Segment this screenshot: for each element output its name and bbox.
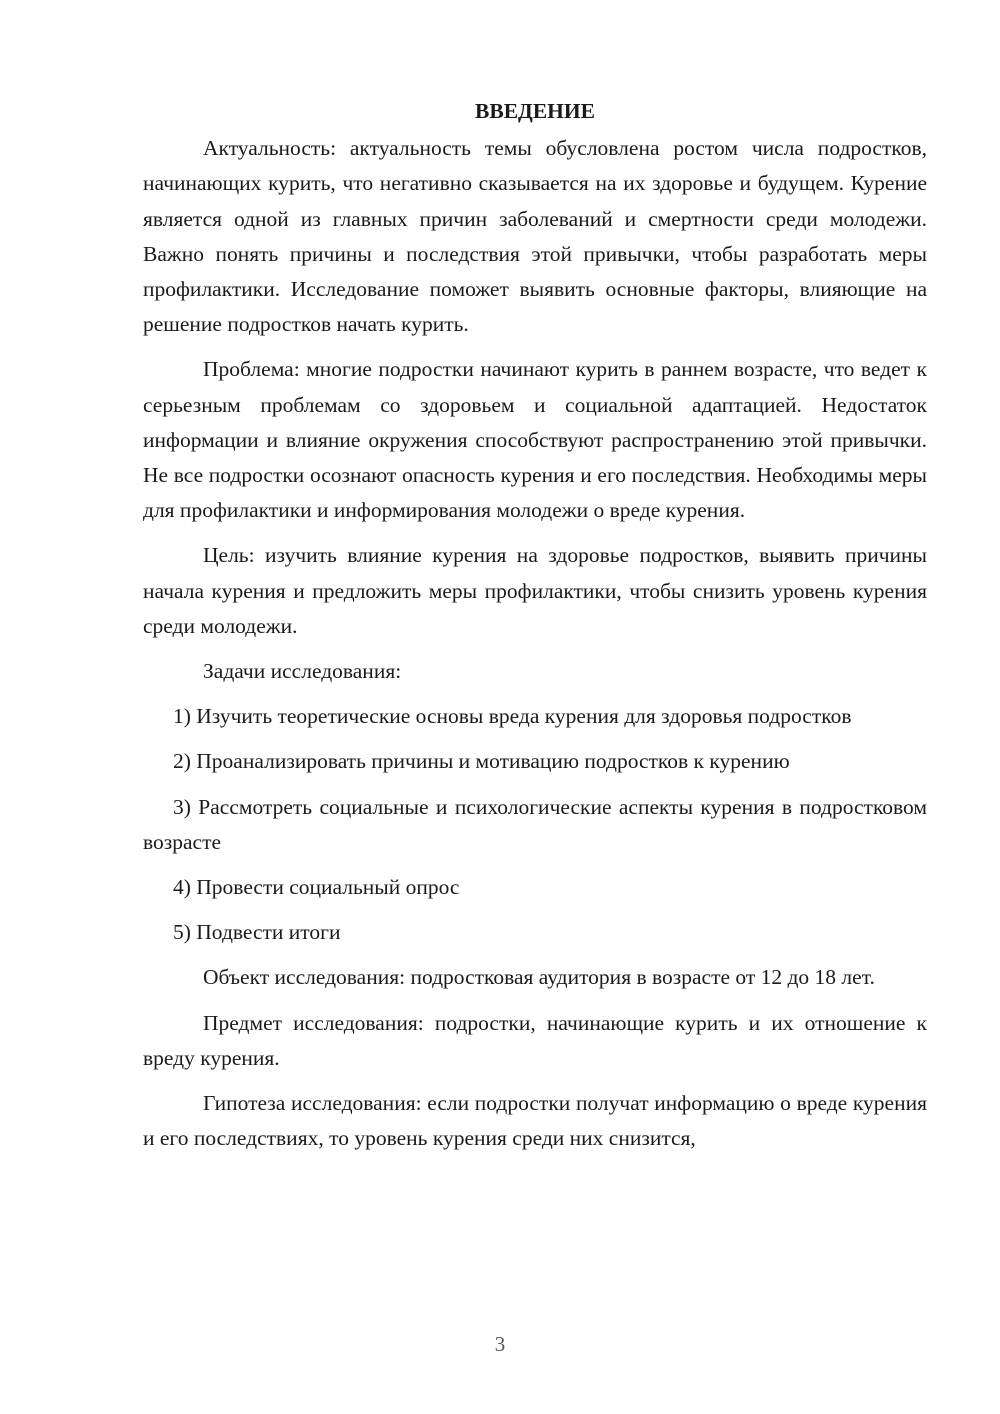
task-item: 2) Проанализировать причины и мотивацию подростков к курению — [173, 749, 790, 774]
goal-paragraph: Цель: изучить влияние курения на здоровье подростков, выявить причины начала курения и предложить меры профилактики, чтобы снизить уровень курения среди молодежи. — [143, 543, 927, 638]
task-item: 3) Рассмотреть социальные и психологические аспекты курения в подростковом возрасте — [143, 794, 927, 854]
page-number: 3 — [494, 1332, 506, 1356]
tasks-heading: Задачи исследования: — [203, 659, 402, 684]
task-item: 5) Подвести итоги — [173, 920, 341, 945]
task-item: 4) Провести социальный опрос — [173, 875, 460, 900]
task-item: 1) Изучить теоретические основы вреда курения для здоровья подростков — [173, 704, 852, 729]
document-page — [143, 94, 927, 1166]
subject-paragraph: Предмет исследования: подростки, начинающие курить и их отношение к вреду курения. — [143, 1010, 927, 1070]
object-paragraph: Объект исследования: подростковая аудитория в возрасте от 12 до 18 лет. — [203, 965, 875, 990]
section-title: ВВЕДЕНИЕ — [475, 99, 595, 123]
problem-paragraph: Проблема: многие подростки начинают курить в раннем возрасте, что ведет к серьезным проблемам со здоровьем и социальной адаптацией. Недостаток информации и влияние окружения способствуют распространению этой привычки. Не все подростки осознают опасность курения и его последствия. Необходимы меры для профилактики и информирования молодежи о вреде курения. — [143, 357, 927, 523]
hypothesis-paragraph: Гипотеза исследования: если подростки получат информацию о вреде курения и его последствиях, то уровень курения среди них снизится, — [143, 1091, 927, 1151]
relevance-paragraph: Актуальность: актуальность темы обусловлена ростом числа подростков, начинающих курить, что негативно сказывается на их здоровье и будущем. Курение является одной из главных причин заболеваний и смертности среди молодежи. Важно понять причины и последствия этой привычки, чтобы разработать меры профилактики. Исследование поможет выявить основные факторы, влияющие на решение подростков начать курить. — [143, 136, 927, 337]
